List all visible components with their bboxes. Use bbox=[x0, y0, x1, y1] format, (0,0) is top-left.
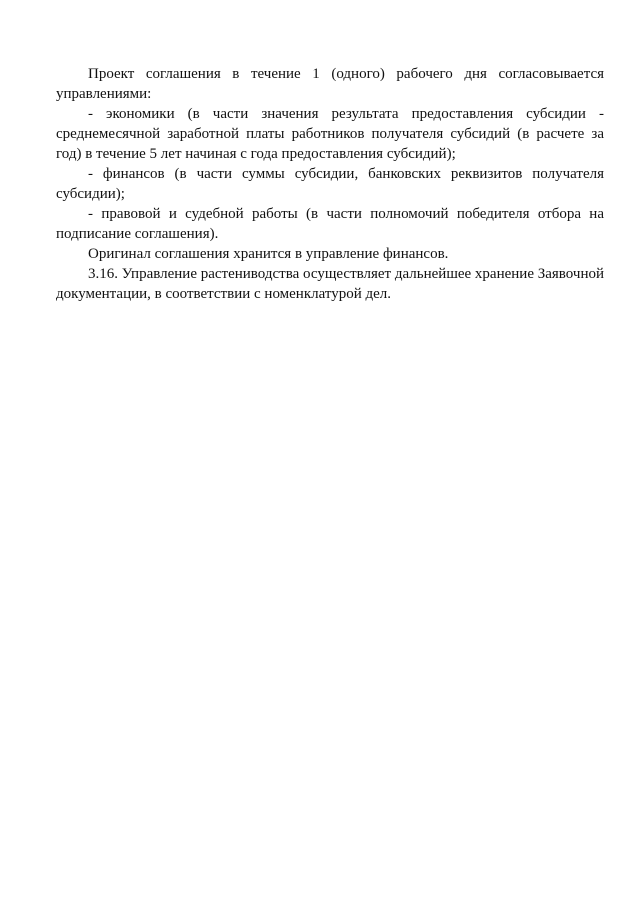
paragraph-economics-item: - экономики (в части значения результата предоставления субсидии - среднемесячной заработной платы работников получателя субсидий (в расчете за год) в течение 5 лет начиная с года предоставления субсидий); bbox=[56, 106, 604, 162]
paragraph-agreement-approval: Проект соглашения в течение 1 (одного) рабочего дня согласовывается управлениями: bbox=[56, 66, 604, 102]
paragraph-legal-item: - правовой и судебной работы (в части полномочий победителя отбора на подписание соглашения). bbox=[56, 206, 604, 242]
document-body bbox=[56, 64, 604, 304]
paragraph-finance-item: - финансов (в части суммы субсидии, банковских реквизитов получателя субсидии); bbox=[56, 166, 604, 202]
paragraph-original-storage: Оригинал соглашения хранится в управление финансов. bbox=[88, 246, 449, 262]
paragraph-section-3-16: 3.16. Управление растениводства осуществляет дальнейшее хранение Заявочной документации, в соответствии с номенклатурой дел. bbox=[56, 266, 604, 302]
